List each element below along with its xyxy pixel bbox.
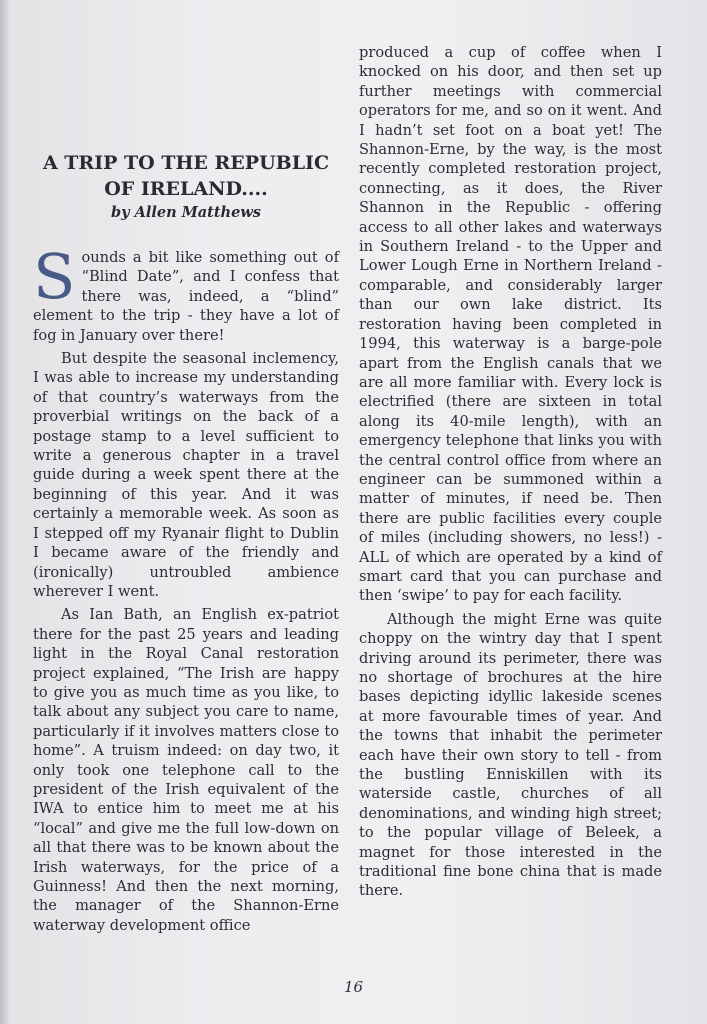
article-title: A TRIP TO THE REPUBLIC OF IRELAND....	[42, 152, 330, 200]
left-column	[33, 150, 339, 935]
page-edge-shadow	[0, 0, 10, 1024]
paragraph-3: As Ian Bath, an English ex-patriot there for the past 25 years and leading light in the Royal Canal restoration project explained, “The Irish are happy to give you as much time as you like, to talk about any subject you care to name, particularly if it involves matters close to home”. A truism indeed: on day two, it only took one telephone call to the president of the Irish equivalent of the IWA to entice him to meet me at his “local” and give me the full low-down on all that there was to be known about the Irish waterways, for the price of a Guinness! And then the next morning, the manager of the Shannon-Erne waterway development office	[33, 606, 339, 934]
paragraph-4: Although the might Erne was quite choppy on the wintry day that I spent driving around its perimeter, there was no shortage of brochures at the hire bases depicting idyllic lakeside scenes at more favourable times of year. And the towns that inhabit the perimeter each have their own story to tell - from the bustling Enniskillen with its waterside castle, churches of all denominations, and winding high street; to the popular village of Beleek, a magnet for those interested in the traditional fine bone china that is made there.	[359, 610, 662, 900]
right-column	[359, 43, 662, 901]
page-number: 16	[343, 978, 364, 996]
drop-cap: S	[33, 240, 76, 313]
paragraph-3-continued: produced a cup of coffee when I knocked on his door, and then set up further meetings with commercial operators for me, and so on it went. And I hadn’t set foot on a boat yet! The Shannon-Erne, by the way, is the most recently completed restoration project, connecting, as it does, the River Shannon in the Republic - offering access to all other lakes and waterways in Southern Ireland - to the Upper and Lower Lough Erne in Northern Ireland - comparable, and considerably larger than our own lake district. Its restoration having been completed in 1994, this waterway is a barge-pole apart from the English canals that we are all more familiar with. Every lock is electrified (there are sixteen in total along its 40-mile length), with an emergency telephone that links you with the central control office from where an engineer can be summoned within a matter of minutes, if need be. Then there are public facilities every couple of miles (including showers, no less!) - ALL of which are operated by a kind of smart card that you can purchase and then ‘swipe’ to pay for each facility.	[359, 44, 662, 605]
article-byline: by Allen Matthews	[111, 204, 261, 221]
paragraph-1	[33, 240, 339, 345]
paragraph-2: But despite the seasonal inclemency, I was able to increase my understanding of that country’s waterways from the proverbial writings on the back of a postage stamp to a level sufficient to write a generous chapter in a travel guide during a week spent there at the beginning of this year. And it was certainly a memorable week. As soon as I stepped off my Ryanair flight to Dublin I became aware of the friendly and (ironically) untroubled ambience wherever I went.	[33, 350, 339, 600]
paragraph-1-text: ounds a bit like something out of “Blind Date”, and I confess that there was, indeed, a “blind” element to the trip - they have a lot of fog in January over there!	[33, 249, 339, 344]
